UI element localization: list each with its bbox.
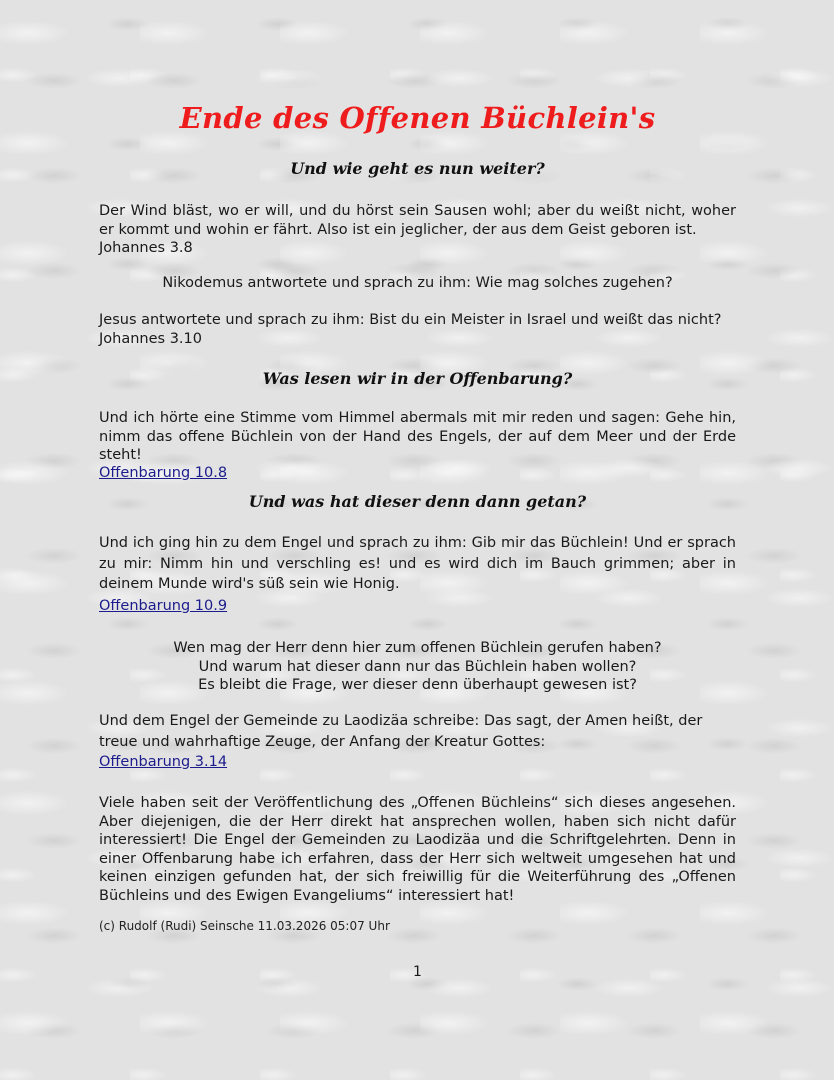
- link-offenbarung-10-8[interactable]: Offenbarung 10.8: [99, 465, 228, 481]
- link-wrapper-2: [99, 597, 227, 616]
- page-number: 1: [413, 964, 422, 980]
- paragraph-wind-text: Der Wind bläst, wo er will, und du hörst sein Sausen wohl; aber du weißt nicht, woher er kommt und wohin er fährt. Also ist ein jeglicher, der aus dem Geist geboren ist.: [99, 203, 736, 238]
- subheading-revelation: Was lesen wir in der Offenbarung?: [262, 369, 573, 388]
- paragraph-wind: [99, 202, 736, 258]
- questions-block: [99, 639, 736, 695]
- link-offenbarung-3-14[interactable]: Offenbarung 3.14: [99, 754, 228, 770]
- paragraph-conclusion: Viele haben seit der Veröffentlichung des „Offenen Büchleins“ sich dieses angesehen. Aber diejenigen, die der Herr direkt hat ansprechen wollen, haben sich nicht dafür interessiert! Die Engel der Gemeinden zu Laodizäa und die Schriftgelehrten. Denn in einer Offenbarung habe ich erfahren, dass der Herr sich weltweit umgesehen hat und keinen einzigen gefunden hat, der sich freiwillig für die Weiterführung des „Offenen Büchleins und des Ewigen Evangeliums“ interessiert hat!: [99, 795, 736, 904]
- reference-johannes-3-10: Johannes 3.10: [99, 330, 202, 347]
- paragraph-laodizaea: Und dem Engel der Gemeinde zu Laodizäa schreibe: Das sagt, der Amen heißt, der treue und wahrhaftige Zeuge, der Anfang der Kreatur Gottes:: [99, 713, 703, 750]
- question-line: Wen mag der Herr denn hier zum offenen Büchlein gerufen haben?: [173, 640, 662, 656]
- subheading-next: Und wie geht es nun weiter?: [290, 159, 545, 178]
- page-title: Ende des Offenen Büchlein's: [179, 101, 656, 135]
- copyright-notice: (c) Rudolf (Rudi) Seinsche 11.03.2026 05:07 Uhr: [99, 919, 390, 933]
- subheading-what-done: Und was hat dieser denn dann getan?: [248, 492, 587, 511]
- question-line: Und warum hat dieser dann nur das Büchlein haben wollen?: [198, 658, 637, 675]
- link-offenbarung-10-9[interactable]: Offenbarung 10.9: [99, 598, 228, 614]
- question-line: Es bleibt die Frage, wer dieser denn überhaupt gewesen ist?: [198, 677, 637, 693]
- paragraph-nikodemus: Nikodemus antwortete und sprach zu ihm: Wie mag solches zugehen?: [162, 275, 673, 291]
- paragraph-engel: Und ich ging hin zu dem Engel und sprach zu ihm: Gib mir das Büchlein! Und er sprach zu mir: Nimm hin und verschling es! und es wird dich im Bauch grimmen; aber in deinem Munde wird's süß sein wie Honig.: [99, 535, 736, 592]
- reference-johannes-3-8: Johannes 3.8: [99, 240, 193, 256]
- paragraph-voice: Und ich hörte eine Stimme vom Himmel abermals mit mir reden und sagen: Gehe hin, nimm das offene Büchlein von der Hand des Engels, der auf dem Meer und der Erde steht!: [99, 410, 736, 463]
- link-wrapper-1: [99, 464, 227, 483]
- link-wrapper-3: [99, 753, 227, 772]
- paragraph-jesus: [99, 311, 736, 348]
- paragraph-jesus-text: Jesus antwortete und sprach zu ihm: Bist du ein Meister in Israel und weißt das nicht?: [99, 312, 722, 328]
